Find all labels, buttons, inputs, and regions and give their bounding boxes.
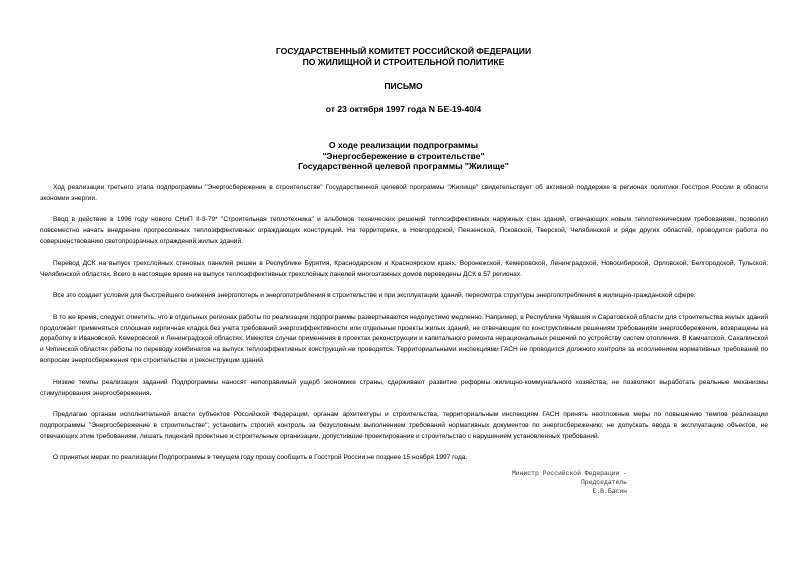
document-date-number: от 23 октября 1997 года N БЕ-19-40/4 — [325, 103, 482, 114]
body-paragraph: Предлагаю органам исполнительной власти субъектов Российской Федерации, органам архитектуры и строительства, территориальным инспекциям ГАСН принять неотложные меры по повышению темпов реализации подпрограммы "Энергосбережение в строительстве"; установить строгий контроль за безусловным выполнением требований нормативных документов по энергосбережению; не допускать ввода в эксплуатацию объектов, не отвечающих этим требованиям; лишать лицензий проектные и строительные организации, допустившие проектирование и строительство с нарушением установленных требований. — [40, 411, 768, 440]
signatory-role: Председатель — [580, 479, 627, 486]
body-paragraph: Все это создает условия для быстрейшего снижения энергопотерь и энергопотребления в строительстве и при эксплуатации зданий, пересмотра структуры энергопотребления в жилищно-гражданской сфере. — [53, 292, 696, 300]
document-type: ПИСЬМО — [384, 81, 423, 91]
subject-line-2: "Энергосбережение в строительстве" — [322, 150, 485, 161]
document-body — [40, 183, 768, 475]
issuer-line-2: ПО ЖИЛИЩНОЙ И СТРОИТЕЛЬНОЙ ПОЛИТИКЕ — [302, 56, 505, 67]
body-paragraph: Ход реализации третьего этапа подпрограммы "Энергосбережение в строительстве" Государственной целевой программы "Жилище" свидетельствует об активной поддержке в регионах политики Госстроя России в области экономии энергии. — [40, 184, 768, 202]
signature-block — [500, 469, 627, 496]
signatory-title: Министр Российской Федерации - — [511, 470, 627, 477]
subject-line-3: Государственной целевой программы "Жилище" — [298, 161, 509, 171]
body-paragraph: В то же время, следует отметить, что в отдельных регионах работы по реализации подпрограммы развертываются недопустимо медленно. Например, в Республике Чувашия и Саратовской области для строительства жилых зданий продолжает применяться сплошная кирпичная кладка без учета требований энергоэффективности или отдельные проекты жилых зданий, не отвечающие по конструктивным решениям требованиям энергосбережения, возвращены на доработку в Ивановской, Кемеровской и Ленинградской областях. Имеются случаи применения в проектах реконструкции и капитального ремонта нерациональных решений по устройству систем отопления. В Камчатской, Сахалинской и Читинской областях работы по переводу комбинатов на выпуск теплоэффективных конструкций не проводятся. Территориальными инспекциями ГАСН не проводится должного контроля за исполнением нормативных требований по вопросам энергосбережения при строительстве и реконструкции зданий. — [40, 313, 768, 365]
body-paragraph: О принятых мерах по реализации Подпрограммы в текущем году прошу сообщить в Госстрой России не позднее 15 ноября 1997 года. — [53, 454, 468, 462]
subject-line-1: О ходе реализации подпрограммы — [328, 140, 479, 150]
signatory-name: Е.В.Басин — [592, 488, 627, 495]
document-header — [0, 46, 807, 172]
body-paragraph: Низкие темпы реализации заданий Подпрограммы наносят непоправимый ущерб экономике страны, сдерживают развитие реформы жилищно-коммунального хозяйства, не позволяют выработать реальные механизмы стимулирования энергосбережения. — [40, 378, 768, 397]
issuer-line-1: ГОСУДАРСТВЕННЫЙ КОМИТЕТ РОССИЙСКОЙ ФЕДЕРАЦИИ — [275, 46, 532, 56]
body-paragraph: Перевод ДСК на выпуск трехслойных стеновых панелей решен в Республике Бурятия, Краснодарском и Красноярском краях, Воронежской, Кемеровской, Ленинградской, Новосибирской, Орловской, Белгородской, Тульской, Челябинской областях. Всего в настоящее время на выпуск теплоэффективных трехслойных панелей многоэтажных домов переведены ДСК в 57 регионах. — [40, 259, 768, 278]
body-paragraph: Ввод в действие в 1996 году нового СНиП II-3-79* "Строительная теплотехника" и альбомов технических решений теплоэффективных наружных стен зданий, отвечающих новым теплотехническим требованиям, позволил повсеместно начать внедрение прогрессивных теплоэффективных ограждающих конструкций. На территориях, в Новгородской, Пензенской, Псковской, Тверской, Челябинской и ряде других областей, проводится работа по совершенствованию светопрозрачных ограждений жилых зданий. — [40, 216, 768, 246]
